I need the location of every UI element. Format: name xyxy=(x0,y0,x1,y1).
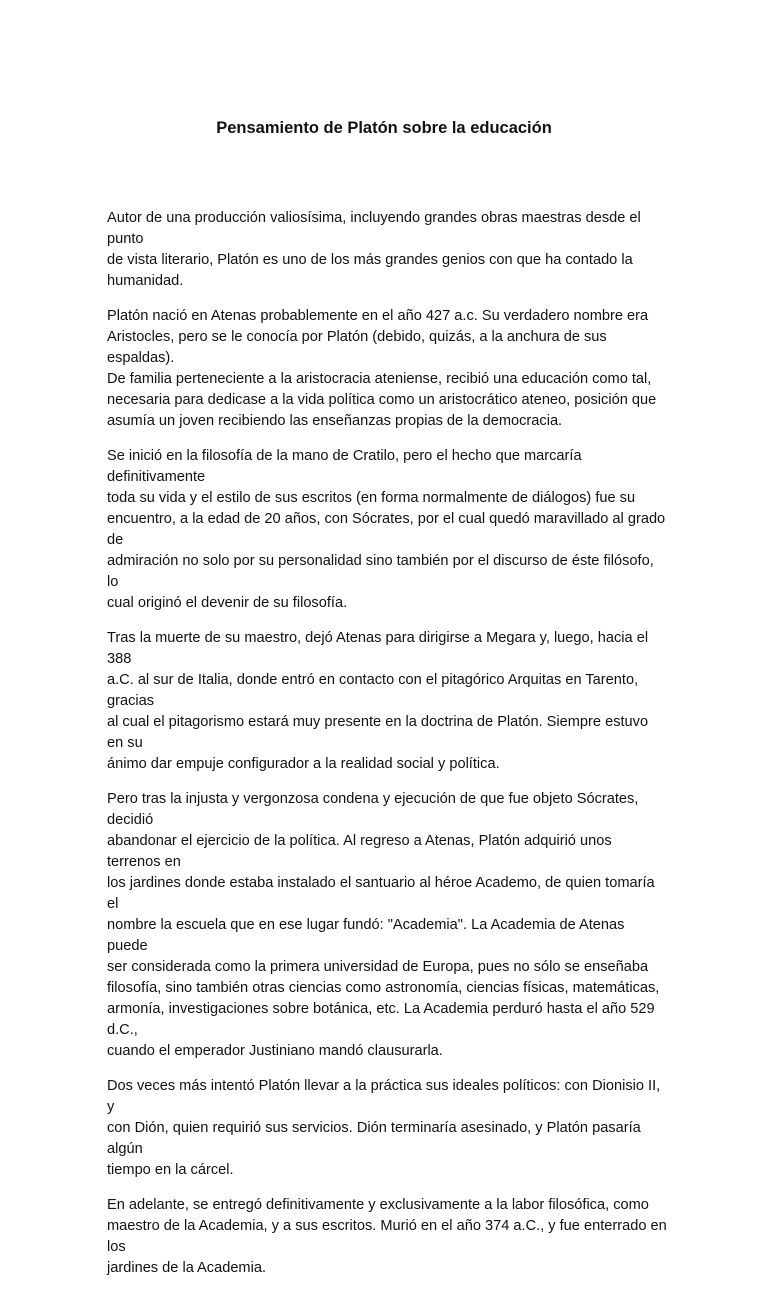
document-title: Pensamiento de Platón sobre la educación xyxy=(216,119,552,137)
document-body xyxy=(107,208,667,1293)
paragraph-birth: Platón nació en Atenas probablemente en el año 427 a.c. Su verdadero nombre era Aristocles, pero se le conocía por Platón (debido, quizás, a la anchura de sus espaldas). De familia perteneciente a la aristocracia ateniense, recibió una educación como tal, necesaria para dedicase a la vida política como un aristocrático ateneo, posición que asumía un joven recibiendo las enseñanzas propias de la democracia. xyxy=(107,308,657,429)
paragraph-travels: Tras la muerte de su maestro, dejó Atenas para dirigirse a Megara y, luego, hacia el 388 a.C. al sur de Italia, donde entró en contacto con el pitagórico Arquitas en Tarento, gracias al cual el pitagorismo estará muy presente en la doctrina de Platón. Siempre estuvo en su ánimo dar empuje configurador a la realidad social y política. xyxy=(107,630,649,772)
paragraph-academia: Pero tras la injusta y vergonzosa condena y ejecución de que fue objeto Sócrates, decidió abandonar el ejercicio de la política. Al regreso a Atenas, Platón adquirió unos terrenos en los jardines donde estaba instalado el santuario al héroe Academo, de quien tomaría el nombre la escuela que en ese lugar fundó: "Academia". La Academia de Atenas puede ser considerada como la primera universidad de Europa, pues no sólo se enseñaba filosofía, sino también otras ciencias como astronomía, ciencias físicas, matemáticas, armonía, investigaciones sobre botánica, etc. La Academia perduró hasta el año 529 d.C., cuando el emperador Justiniano mandó clausurarla. xyxy=(107,791,660,1059)
paragraph-socrates: Se inició en la filosofía de la mano de Cratilo, pero el hecho que marcaría definitivamente toda su vida y el estilo de sus escritos (en forma normalmente de diálogos) fue su encuentro, a la edad de 20 años, con Sócrates, por el cual quedó maravillado al grado de admiración no solo por su personalidad sino también por el discurso de éste filósofo, lo cual originó el devenir de su filosofía. xyxy=(107,448,666,611)
paragraph-politics: Dos veces más intentó Platón llevar a la práctica sus ideales políticos: con Dionisio II, y con Dión, quien requirió sus servicios. Dión terminaría asesinado, y Platón pasaría algún tiempo en la cárcel. xyxy=(107,1078,661,1178)
paragraph-death: En adelante, se entregó definitivamente y exclusivamente a la labor filosófica, como maestro de la Academia, y a sus escritos. Murió en el año 374 a.C., y fue enterrado en los jardines de la Academia. xyxy=(107,1197,667,1276)
paragraph-intro: Autor de una producción valiosísima, incluyendo grandes obras maestras desde el punto de vista literario, Platón es uno de los más grandes genios con que ha contado la humanidad. xyxy=(107,210,641,289)
